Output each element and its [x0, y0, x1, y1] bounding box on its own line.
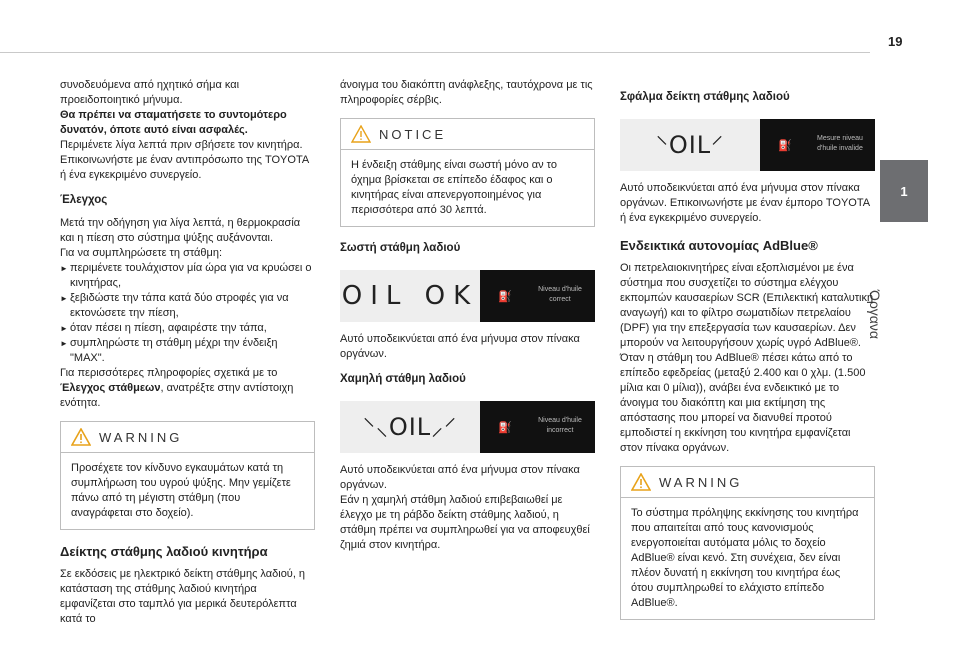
paragraph: Εάν η χαμηλή στάθμη λαδιού επιβεβαιωθεί με έλεγχο με τη ράβδο δείκτη στάθμης λαδιού, η στάθμη πρέπει να συμπληρωθεί για να αποφευχθεί ζημιά στον κινητήρα. [340, 494, 590, 551]
heading-oil-indicator: Δείκτης στάθμης λαδιού κινητήρα [60, 544, 268, 559]
bullet-item: ► περιμένετε τουλάχιστον μία ώρα για να κρυώσει ο κινητήρας, [60, 261, 315, 291]
paragraph: Αυτό υποδεικνύεται από ένα μήνυμα στον πίνακα οργάνων. [340, 333, 580, 360]
top-divider [0, 52, 870, 53]
paragraph: Αυτό υποδεικνύεται από ένα μήνυμα στον πίνακα οργάνων. Επικοινωνήστε με έναν έμπορο TOYOTA ή ένα εγκεκριμένο συνεργείο. [620, 182, 870, 224]
paragraph: Για να συμπληρώσετε τη στάθμη: [60, 247, 223, 259]
warning-title: WARNING [99, 429, 183, 445]
warning-text: Το σύστημα πρόληψης εκκίνησης του κινητήρα που απαιτείται από τους κανονισμούς ενεργοποιείται αυτόματα μόλις το δοχείο AdBlue® είναι κενό. Στη συνέχεια, δεν είναι πλέον δυνατή η εκκίνηση του κινητήρα έως ότου συμπληρωθεί το ελάχιστο επίπεδο AdBlue®. [631, 507, 859, 609]
display-message: Niveau d'huile correct [538, 286, 582, 303]
warning-box [620, 466, 875, 620]
paragraph: Μετά την οδήγηση για λίγα λεπτά, η θερμοκρασία και η πίεση στο σύστημα ψύξης αυξάνονται. [60, 217, 301, 244]
display-message: Mesure niveau d'huile invalide [817, 135, 863, 152]
notice-icon [351, 125, 371, 143]
oil-ok-display [340, 270, 595, 322]
warning-icon [631, 473, 651, 491]
column-left [60, 78, 315, 627]
oil-fault-text: ⸌OIL⸍ [655, 130, 725, 159]
paragraph: Σε εκδόσεις με ηλεκτρικό δείκτη στάθμης λαδιού, η κατάσταση της στάθμης λαδιού κινητήρα εμφανίζεται στο ταμπλό για μερικά δευτερόλεπτα κατά το [60, 568, 306, 625]
warning-icon [71, 428, 91, 446]
display-message: Niveau d'huile incorrect [538, 417, 582, 434]
paragraph: Όταν η στάθμη του AdBlue® πέσει κάτω από το επίπεδο εφεδρείας (μεταξύ 2.400 και 0 χλμ. (1.500 μίλια και 0 μίλια)), ανάβει ένα ενδεικτικό με το άνοιγμα του διακόπτη και μια εκτίμηση της απόστασης που μπορεί να διανυθεί προτού εμποδιστεί η εκκίνηση του κινητήρα εμφανίζεται στον πίνακα οργάνων. [620, 352, 866, 454]
bullet-item: ► όταν πέσει η πίεση, αφαιρέστε την τάπα, [60, 321, 315, 336]
bullet-item: ► συμπληρώστε τη στάθμη μέχρι την ένδειξη "MAX". [60, 336, 315, 366]
heading-fault: Σφάλμα δείκτη στάθμης λαδιού [620, 91, 790, 103]
page-number: 19 [888, 34, 903, 49]
column-right [620, 78, 875, 634]
paragraph: συνοδευόμενα από ηχητικό σήμα και προειδοποιητικό μήνυμα. [60, 79, 240, 106]
heading-adblue: Ενδεικτικά αυτονομίας AdBlue® [620, 238, 818, 253]
warning-text: Προσέχετε τον κίνδυνο εγκαυμάτων κατά τη συμπλήρωση του υγρού ψύξης. Μην γεμίζετε πάνω από τη μέγιστη στάθμη (που αναγράφεται στο δοχείο). [71, 462, 291, 519]
oil-can-icon: ⛽ [778, 140, 792, 152]
oil-fault-display [620, 119, 875, 171]
notice-text: Η ένδειξη στάθμης είναι σωστή μόνο αν το όχημα βρίσκεται σε επίπεδο έδαφος και ο κινητήρας είναι απενεργοποιημένος για περισσότερα από 30 λεπτά. [351, 159, 557, 216]
bullet-item: ► ξεβιδώστε την τάπα κατά δύο στροφές για να εκτονώσετε την πίεση, [60, 291, 315, 321]
paragraph: Περιμένετε λίγα λεπτά πριν σβήσετε τον κινητήρα. Επικοινωνήστε με έναν αντιπρόσωπο της TOYOTA ή ένα εγκεκριμένο συνεργείο. [60, 139, 309, 181]
oil-can-icon: ⛽ [498, 291, 512, 303]
oil-warning-text: ⸌⸜OIL⸝⸍ [362, 412, 458, 441]
oil-can-icon: ⛽ [498, 422, 512, 434]
heading-low-level: Χαμηλή στάθμη λαδιού [340, 373, 466, 385]
heading-check: Έλεγχος [60, 194, 108, 206]
paragraph: Αυτό υποδεικνύεται από ένα μήνυμα στον πίνακα οργάνων. [340, 464, 580, 491]
paragraph-bold: Θα πρέπει να σταματήσετε το συντομότερο δυνατόν, όποτε αυτό είναι ασφαλές. [60, 109, 287, 136]
paragraph: άνοιγμα του διακόπτη ανάφλεξης, ταυτόχρονα με τις πληροφορίες σέρβις. [340, 79, 593, 106]
notice-title: NOTICE [379, 126, 447, 142]
oil-low-display [340, 401, 595, 453]
paragraph-reference: Για περισσότερες πληροφορίες σχετικά με το Έλεγχος στάθμεων, ανατρέξτε στην αντίστοιχη ενότητα. [60, 367, 294, 409]
oil-ok-text: OIL OK [341, 280, 479, 311]
column-middle [340, 78, 595, 553]
warning-box [60, 421, 315, 530]
paragraph: Οι πετρελαιοκινητήρες είναι εξοπλισμένοι με ένα σύστημα που συσχετίζει το σύστημα ελέγχου εκπομπών καυσαερίων SCR (Επιλεκτική καταλυτική αναγωγή) και το φίλτρο σωματιδίων πετρελαίου (DPF) για την επεξεργασία των καυσαερίων. Δεν μπορούν να λειτουργήσουν χωρίς υγρό AdBlue®. [620, 262, 874, 349]
notice-box [340, 118, 595, 227]
chapter-label: Όργανα [867, 290, 883, 339]
warning-title: WARNING [659, 474, 743, 490]
heading-correct-level: Σωστή στάθμη λαδιού [340, 242, 461, 254]
chapter-tab[interactable]: 1 [880, 160, 928, 222]
